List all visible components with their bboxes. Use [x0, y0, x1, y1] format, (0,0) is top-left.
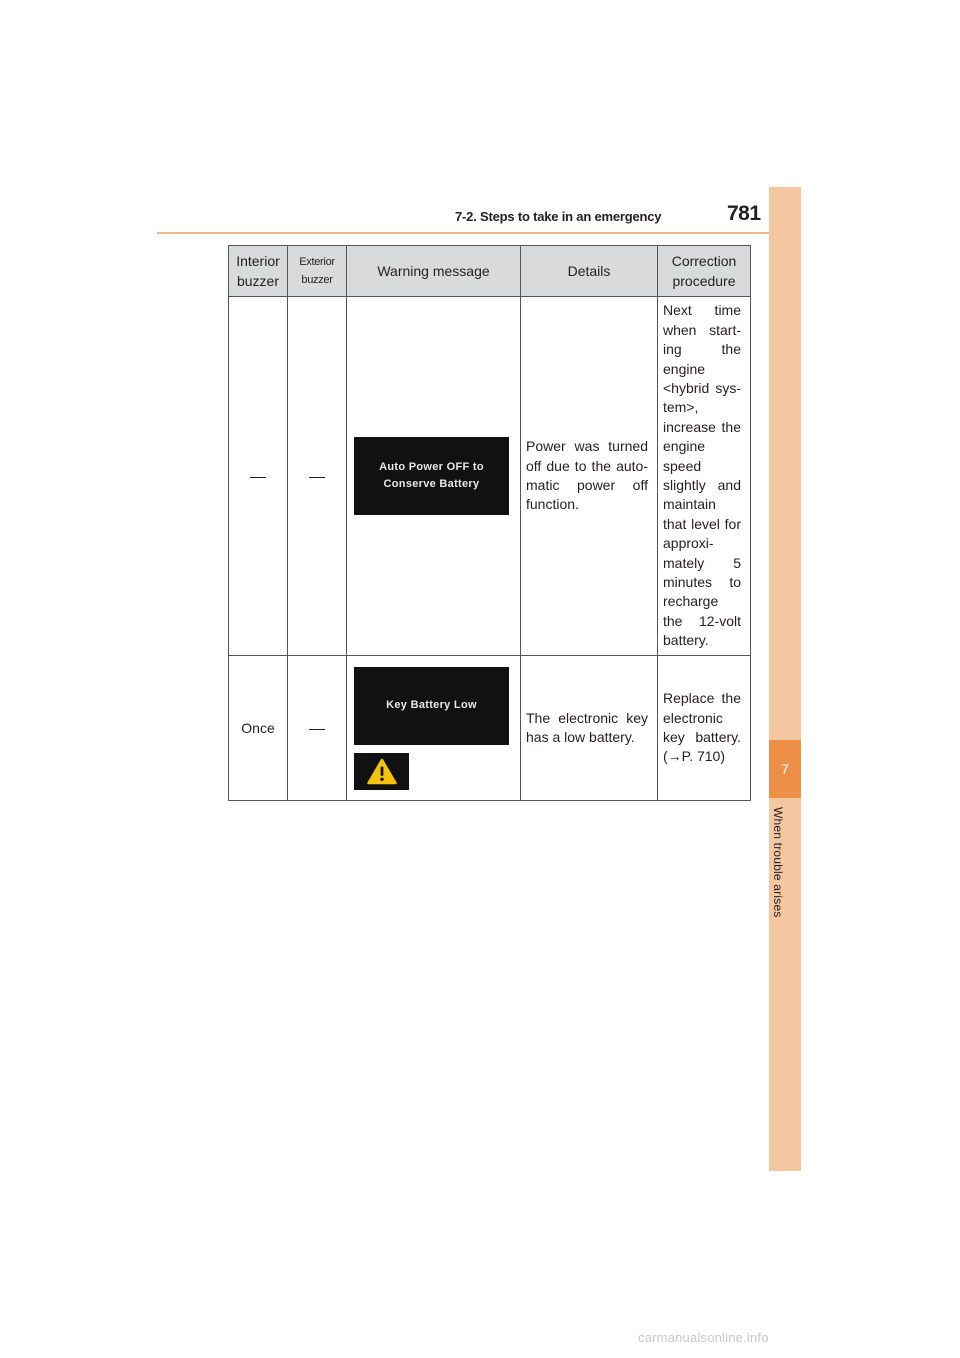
empty-dash: [309, 477, 325, 478]
table-row: [229, 297, 751, 656]
warning-light-image: [354, 753, 409, 790]
screen-text-line: Conserve Battery: [383, 478, 480, 490]
warning-message-table: [228, 245, 751, 801]
warning-message-cell: [347, 297, 521, 656]
warning-message-cell: [347, 656, 521, 801]
details-cell: The electronic key has a low battery.: [521, 656, 658, 801]
screen-text-line: Auto Power OFF to: [379, 461, 484, 473]
exterior-buzzer-cell: [288, 297, 347, 656]
screen-text-line: Key Battery Low: [386, 699, 477, 711]
chapter-title: When trouble arises: [771, 807, 785, 918]
exterior-buzzer-cell: [288, 656, 347, 801]
column-header-exterior-buzzer: Exterior buzzer: [288, 246, 347, 297]
column-header-correction-procedure: Correction procedure: [658, 246, 751, 297]
correction-cell: Next time when start-ing the engine <hybrid sys-tem>, increase the engine speed slightly and maintain that level for approxi-mately 5 minutes to recharge the 12-volt battery.: [658, 297, 751, 656]
empty-dash: [309, 729, 325, 730]
chapter-side-strip: [769, 187, 801, 1171]
column-header-warning-message: Warning message: [347, 246, 521, 297]
interior-buzzer-cell: [229, 297, 288, 656]
correction-cell: Replace the electronic key battery. (→P. 710): [658, 656, 751, 801]
chapter-number-tab[interactable]: 7: [769, 740, 801, 798]
warning-triangle-icon: [367, 758, 397, 785]
watermark-link[interactable]: carmanualsonline.info: [638, 1330, 769, 1345]
page-number: 781: [727, 202, 761, 225]
empty-dash: [250, 477, 266, 478]
table-row: [229, 656, 751, 801]
display-screen-image: [354, 437, 509, 515]
header-divider: [157, 232, 801, 234]
section-title: 7-2. Steps to take in an emergency: [455, 209, 662, 224]
column-header-details: Details: [521, 246, 658, 297]
table-header-row: [229, 246, 751, 297]
details-cell: Power was turned off due to the auto-matic power off function.: [521, 297, 658, 656]
interior-buzzer-cell: Once: [229, 656, 288, 801]
column-header-interior-buzzer: Interior buzzer: [229, 246, 288, 297]
display-screen-image: [354, 667, 509, 745]
